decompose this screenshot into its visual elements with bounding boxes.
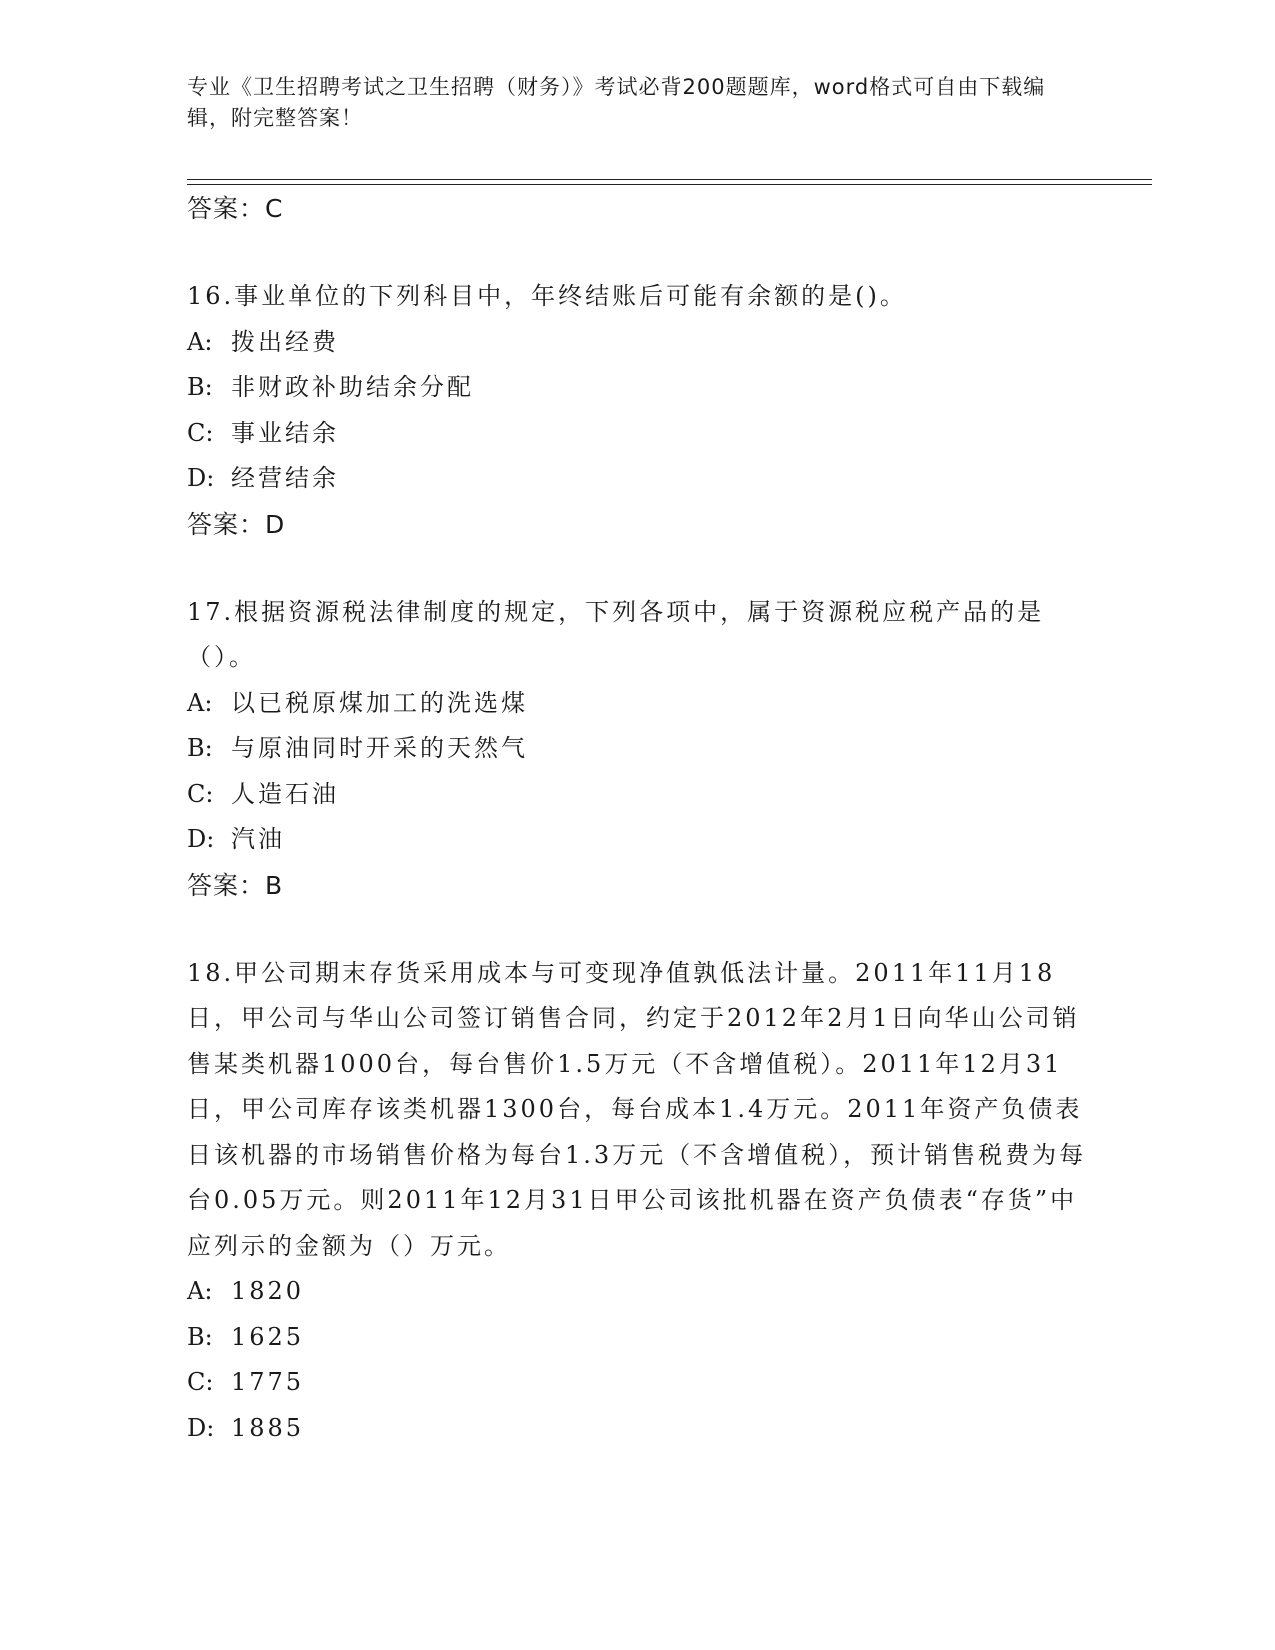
spacer [187, 908, 1087, 951]
option-c [187, 411, 1087, 457]
question-text: 17.根据资源税法律制度的规定，下列各项中，属于资源税应税产品的是（）。 [187, 597, 1045, 671]
option-b [187, 726, 1087, 772]
question-list [187, 186, 1087, 1451]
option-text: 与原油同时开采的天然气 [231, 734, 528, 762]
option-letter: A: [187, 1277, 213, 1305]
option-text: 以已税原煤加工的洗选煤 [231, 688, 528, 717]
spacer [187, 547, 1087, 590]
header-rule-bottom [187, 184, 1152, 185]
document-header: 专业《卫生招聘考试之卫生招聘（财务）》考试必背200题题库，word格式可自由下载编辑，附完整答案！ [187, 75, 1046, 130]
option-letter: A: [187, 327, 213, 356]
option-letter: D: [187, 825, 215, 853]
option-letter: C: [187, 418, 214, 447]
option-text: 汽油 [231, 825, 285, 853]
question-16 [187, 274, 1087, 547]
option-text: 1820 [231, 1277, 305, 1305]
option-letter: B: [187, 734, 213, 762]
option-c [187, 1360, 1087, 1406]
option-letter: D: [187, 464, 215, 492]
option-letter: C: [187, 1368, 214, 1396]
option-letter: B: [187, 373, 213, 401]
answer-line: 答案：B [187, 870, 284, 900]
option-a [187, 681, 1087, 727]
option-text: 1625 [231, 1322, 305, 1351]
option-d [187, 1406, 1087, 1452]
option-text: 1775 [231, 1368, 305, 1396]
option-text: 事业结余 [231, 418, 339, 447]
option-text: 经营结余 [231, 464, 339, 492]
spacer [187, 231, 1087, 274]
option-text: 人造石油 [231, 779, 339, 808]
answer-line: 答案：D [187, 509, 286, 539]
previous-answer: 答案：C [187, 194, 284, 223]
question-17 [187, 590, 1087, 908]
option-b [187, 365, 1087, 411]
option-letter: A: [187, 688, 213, 717]
option-a [187, 1269, 1087, 1315]
option-d [187, 817, 1087, 863]
option-text: 1885 [231, 1413, 305, 1442]
header-rule-top [187, 179, 1152, 180]
option-d [187, 456, 1087, 502]
question-18 [187, 951, 1087, 1452]
option-letter: B: [187, 1322, 213, 1351]
question-text: 16.事业单位的下列科目中，年终结账后可能有余额的是()。 [187, 282, 907, 310]
option-c [187, 772, 1087, 818]
question-text: 18.甲公司期末存货采用成本与可变现净值孰低法计量。2011年11月18日，甲公司与华山公司签订销售合同，约定于2012年2月1日向华山公司销售某类机器1000台，每台售价1.5万元（不含增值税）。2011年12月31日，甲公司库存该类机器1300台，每台成本1.4万元。2011年资产负债表日该机器的市场销售价格为每台1.3万元（不含增值税），预计销售税费为每台0.05万元。则2011年12月31日甲公司该批机器在资产负债表“存货”中应列示的金额为（）万元。 [187, 958, 1087, 1260]
option-text: 非财政补助结余分配 [231, 373, 474, 401]
option-text: 拨出经费 [231, 327, 339, 356]
option-letter: C: [187, 779, 214, 808]
option-letter: D: [187, 1413, 215, 1442]
option-b [187, 1315, 1087, 1361]
option-a [187, 320, 1087, 366]
